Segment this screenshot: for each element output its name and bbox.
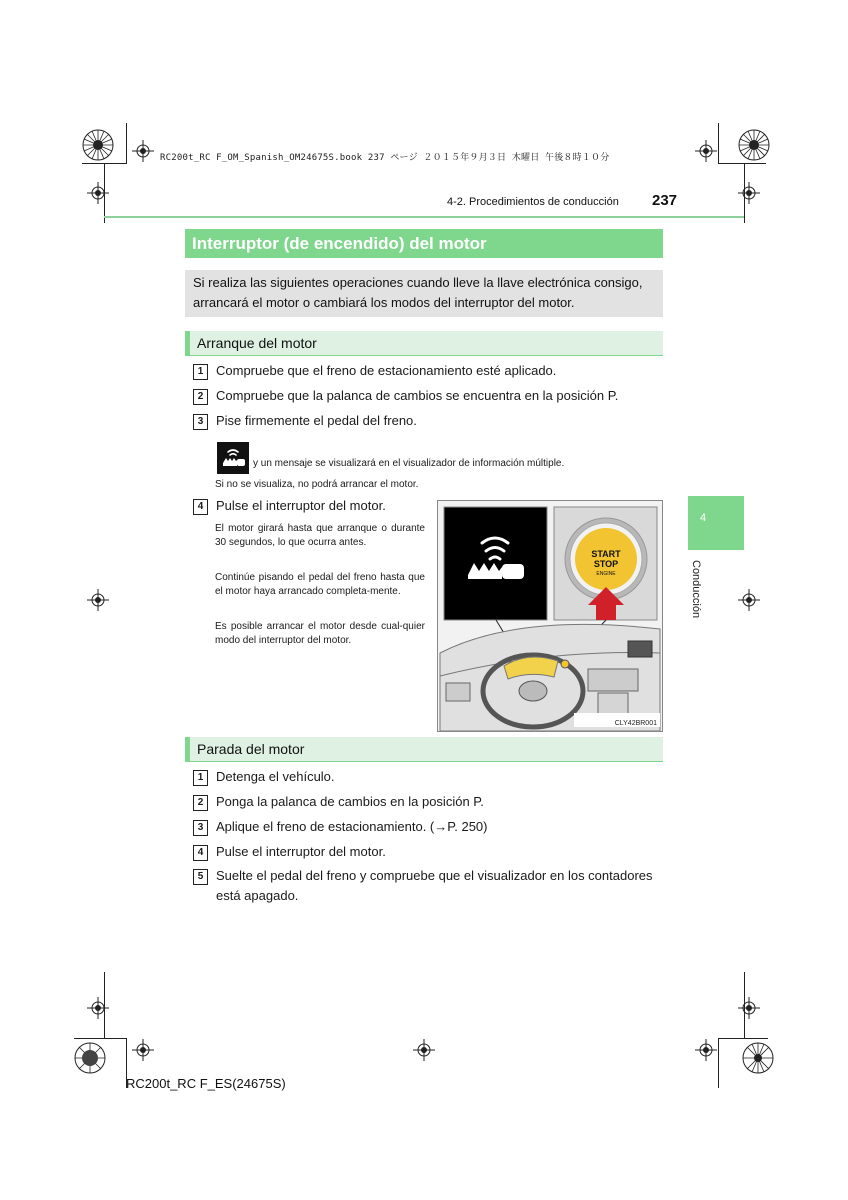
registration-rosette-icon <box>82 129 114 161</box>
figure-code: CLY42BR001 <box>614 720 657 727</box>
crop-line <box>718 1038 719 1088</box>
crop-line <box>718 163 766 164</box>
list-item <box>193 413 417 430</box>
crosshair-target-icon <box>738 589 760 611</box>
dashboard-illustration <box>438 501 662 731</box>
step-text: Pulse el interruptor del motor. <box>216 844 386 859</box>
step-number: 1 <box>193 770 208 786</box>
list-item <box>193 844 386 861</box>
crosshair-target-icon <box>87 589 109 611</box>
step-number: 2 <box>193 795 208 811</box>
step-text: Ponga la palanca de cambios en la posición P. <box>216 794 484 809</box>
step-text: Detenga el vehículo. <box>216 769 335 784</box>
print-info-line: RC200t_RC F_OM_Spanish_OM24675S.book 237 ページ ２０１５年９月３日 木曜日 午後８時１０分 <box>160 153 610 163</box>
step-number: 3 <box>193 820 208 836</box>
crop-line <box>718 123 719 163</box>
crop-line <box>744 163 745 223</box>
section-title: 4-2. Procedimientos de conducción <box>447 196 619 208</box>
step-text: Compruebe que la palanca de cambios se encuentra en la posición P. <box>216 388 619 403</box>
step4-note: Es posible arrancar el motor desde cual-quier modo del interruptor del motor. <box>215 621 425 646</box>
button-text-engine: ENGINE <box>596 571 616 577</box>
list-item <box>193 363 556 380</box>
step-number: 3 <box>193 414 208 430</box>
step-number: 4 <box>193 499 208 515</box>
icon-note-text: y un mensaje se visualizará en el visualizador de información múltiple. <box>253 458 565 469</box>
crosshair-target-icon <box>132 140 154 162</box>
list-item <box>193 769 335 786</box>
crosshair-target-icon <box>695 1039 717 1061</box>
button-text-stop: STOP <box>593 559 619 569</box>
crop-line <box>74 1038 127 1039</box>
crosshair-target-icon <box>87 997 109 1019</box>
button-text-start: START <box>591 549 621 559</box>
engine-switch-figure <box>437 500 663 732</box>
list-item <box>193 498 386 515</box>
crop-line <box>104 163 105 223</box>
crop-line <box>126 123 127 163</box>
crosshair-target-icon <box>413 1039 435 1061</box>
chapter-label: Conducción <box>690 560 702 619</box>
stop-section-heading: Parada del motor <box>185 737 663 762</box>
step-text: Pise firmemente el pedal del freno. <box>216 413 417 428</box>
page-number: 237 <box>652 192 678 209</box>
list-item <box>193 794 484 811</box>
step-text: Aplique el freno de estacionamiento. (→P. 250) <box>216 819 488 834</box>
registration-rosette-icon <box>738 129 770 161</box>
registration-rosette-icon <box>742 1042 774 1074</box>
step-number: 5 <box>193 869 208 885</box>
crosshair-target-icon <box>132 1039 154 1061</box>
crop-line <box>104 972 105 1038</box>
crosshair-target-icon <box>738 997 760 1019</box>
crop-line <box>744 972 745 1038</box>
step4-note: El motor girará hasta que arranque o durante 30 segundos, lo que ocurra antes. <box>215 523 425 548</box>
indicator-panel <box>444 507 547 620</box>
list-item <box>193 869 663 906</box>
step-number: 1 <box>193 364 208 380</box>
crosshair-target-icon <box>738 182 760 204</box>
list-item <box>193 388 618 405</box>
icon-note-warning: Si no se visualiza, no podrá arrancar el motor. <box>215 479 419 490</box>
header-divider <box>104 216 744 218</box>
step-number: 2 <box>193 389 208 405</box>
step4-note: Continúe pisando el pedal del freno hasta que el motor haya arrancado completa-mente. <box>215 572 425 597</box>
chapter-tab[interactable]: 4 <box>688 496 744 550</box>
footer-code: RC200t_RC F_ES(24675S) <box>126 1076 286 1091</box>
step-text: Pulse el interruptor del motor. <box>216 498 386 513</box>
crop-line <box>718 1038 768 1039</box>
step-text: Suelte el pedal del freno y compruebe que el visualizador en los contadores está apagado. <box>216 868 653 903</box>
start-section-heading: Arranque del motor <box>185 331 663 356</box>
crosshair-target-icon <box>695 140 717 162</box>
smart-key-indicator-icon <box>217 442 249 474</box>
page-title: Interruptor (de encendido) del motor <box>185 229 663 258</box>
step-number: 4 <box>193 845 208 861</box>
registration-rosette-icon <box>74 1042 106 1074</box>
step-text: Compruebe que el freno de estacionamiento esté aplicado. <box>216 363 557 378</box>
crosshair-target-icon <box>87 182 109 204</box>
intro-box <box>185 270 663 317</box>
list-item <box>193 819 487 836</box>
intro-text: Si realiza las siguientes operaciones cuando lleve la llave electrónica consigo, arrancará el motor o cambiará los modos del interruptor del motor. <box>193 275 643 310</box>
